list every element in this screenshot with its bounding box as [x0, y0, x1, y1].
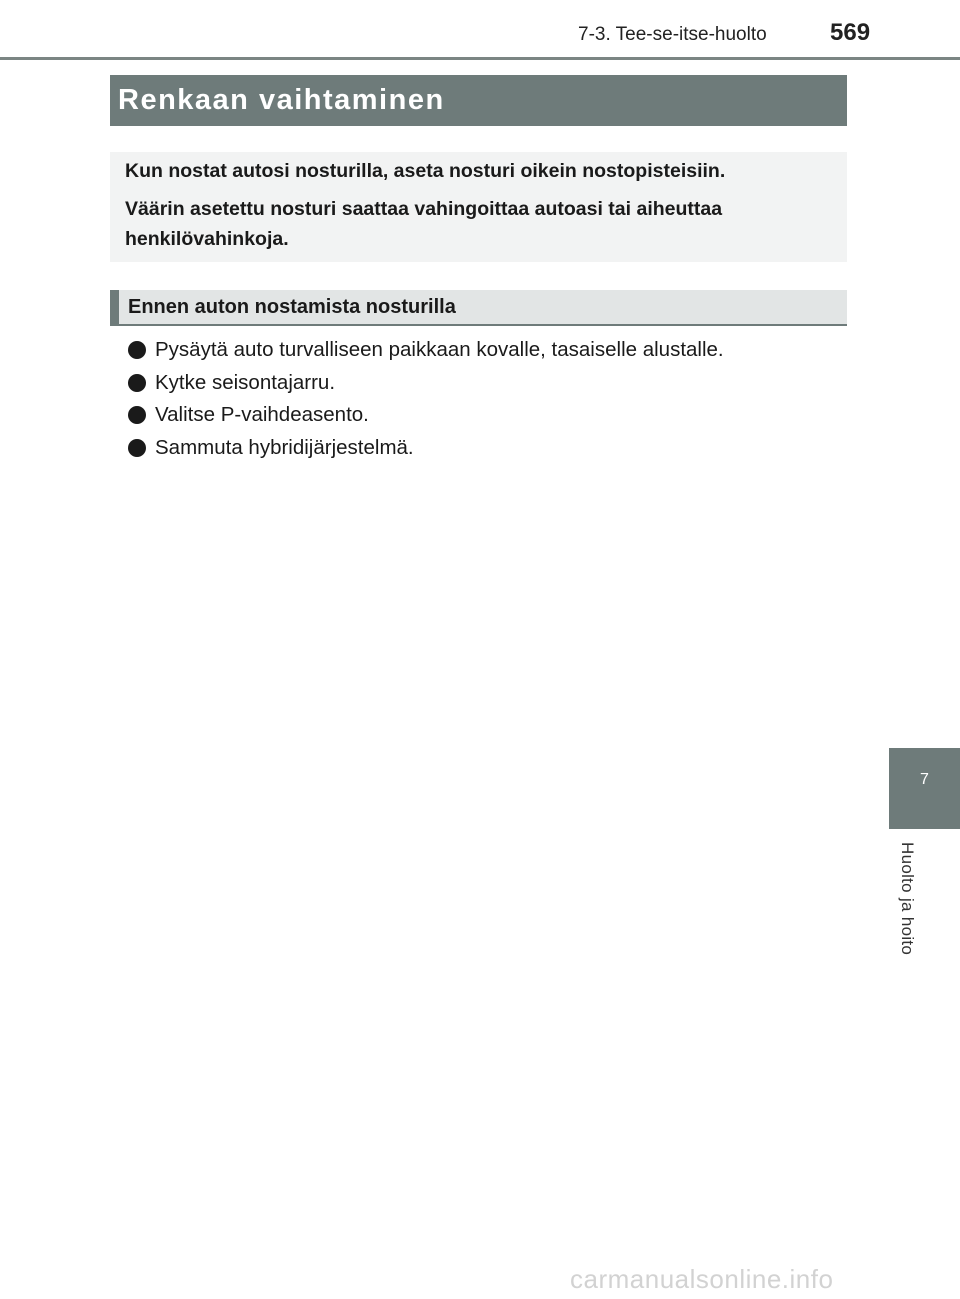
list-item: [128, 334, 848, 367]
subsection-title: Ennen auton nostamista nosturilla: [128, 295, 456, 318]
watermark: carmanualsonline.info: [570, 1264, 834, 1294]
intro-line-1: Kun nostat autosi nosturilla, aseta nosturi oikein nostopisteisiin.: [125, 160, 726, 182]
page-number: 569: [830, 19, 871, 46]
chapter-number: 7: [920, 771, 929, 788]
list-item: [128, 367, 848, 400]
list-item-text: Pysäytä auto turvalliseen paikkaan kovalle, tasaiselle alustalle.: [155, 338, 724, 362]
bullet-icon: [128, 406, 146, 424]
subsection-heading-bar: [110, 290, 847, 326]
bullet-icon: [128, 341, 146, 359]
list-item-text: Valitse P-vaihdeasento.: [155, 403, 369, 427]
list-item-text: Sammuta hybridijärjestelmä.: [155, 435, 414, 459]
chapter-label: Huolto ja hoito: [898, 842, 917, 956]
bullet-icon: [128, 439, 146, 457]
list-item: [128, 432, 848, 465]
step-list: [128, 334, 848, 464]
intro-line-2: Väärin asetettu nosturi saattaa vahingoittaa autoasi tai aiheuttaa henkilövahinkoja.: [125, 198, 723, 250]
chapter-tab[interactable]: [889, 748, 960, 829]
intro-box: [110, 152, 847, 262]
list-item: [128, 399, 848, 432]
list-item-text: Kytke seisontajarru.: [155, 370, 336, 394]
header-divider: [0, 57, 960, 60]
section-label: 7-3. Tee-se-itse-huolto: [578, 24, 767, 45]
page-title: Renkaan vaihtaminen: [118, 84, 445, 116]
page-title-bar: [110, 75, 847, 126]
bullet-icon: [128, 374, 146, 392]
